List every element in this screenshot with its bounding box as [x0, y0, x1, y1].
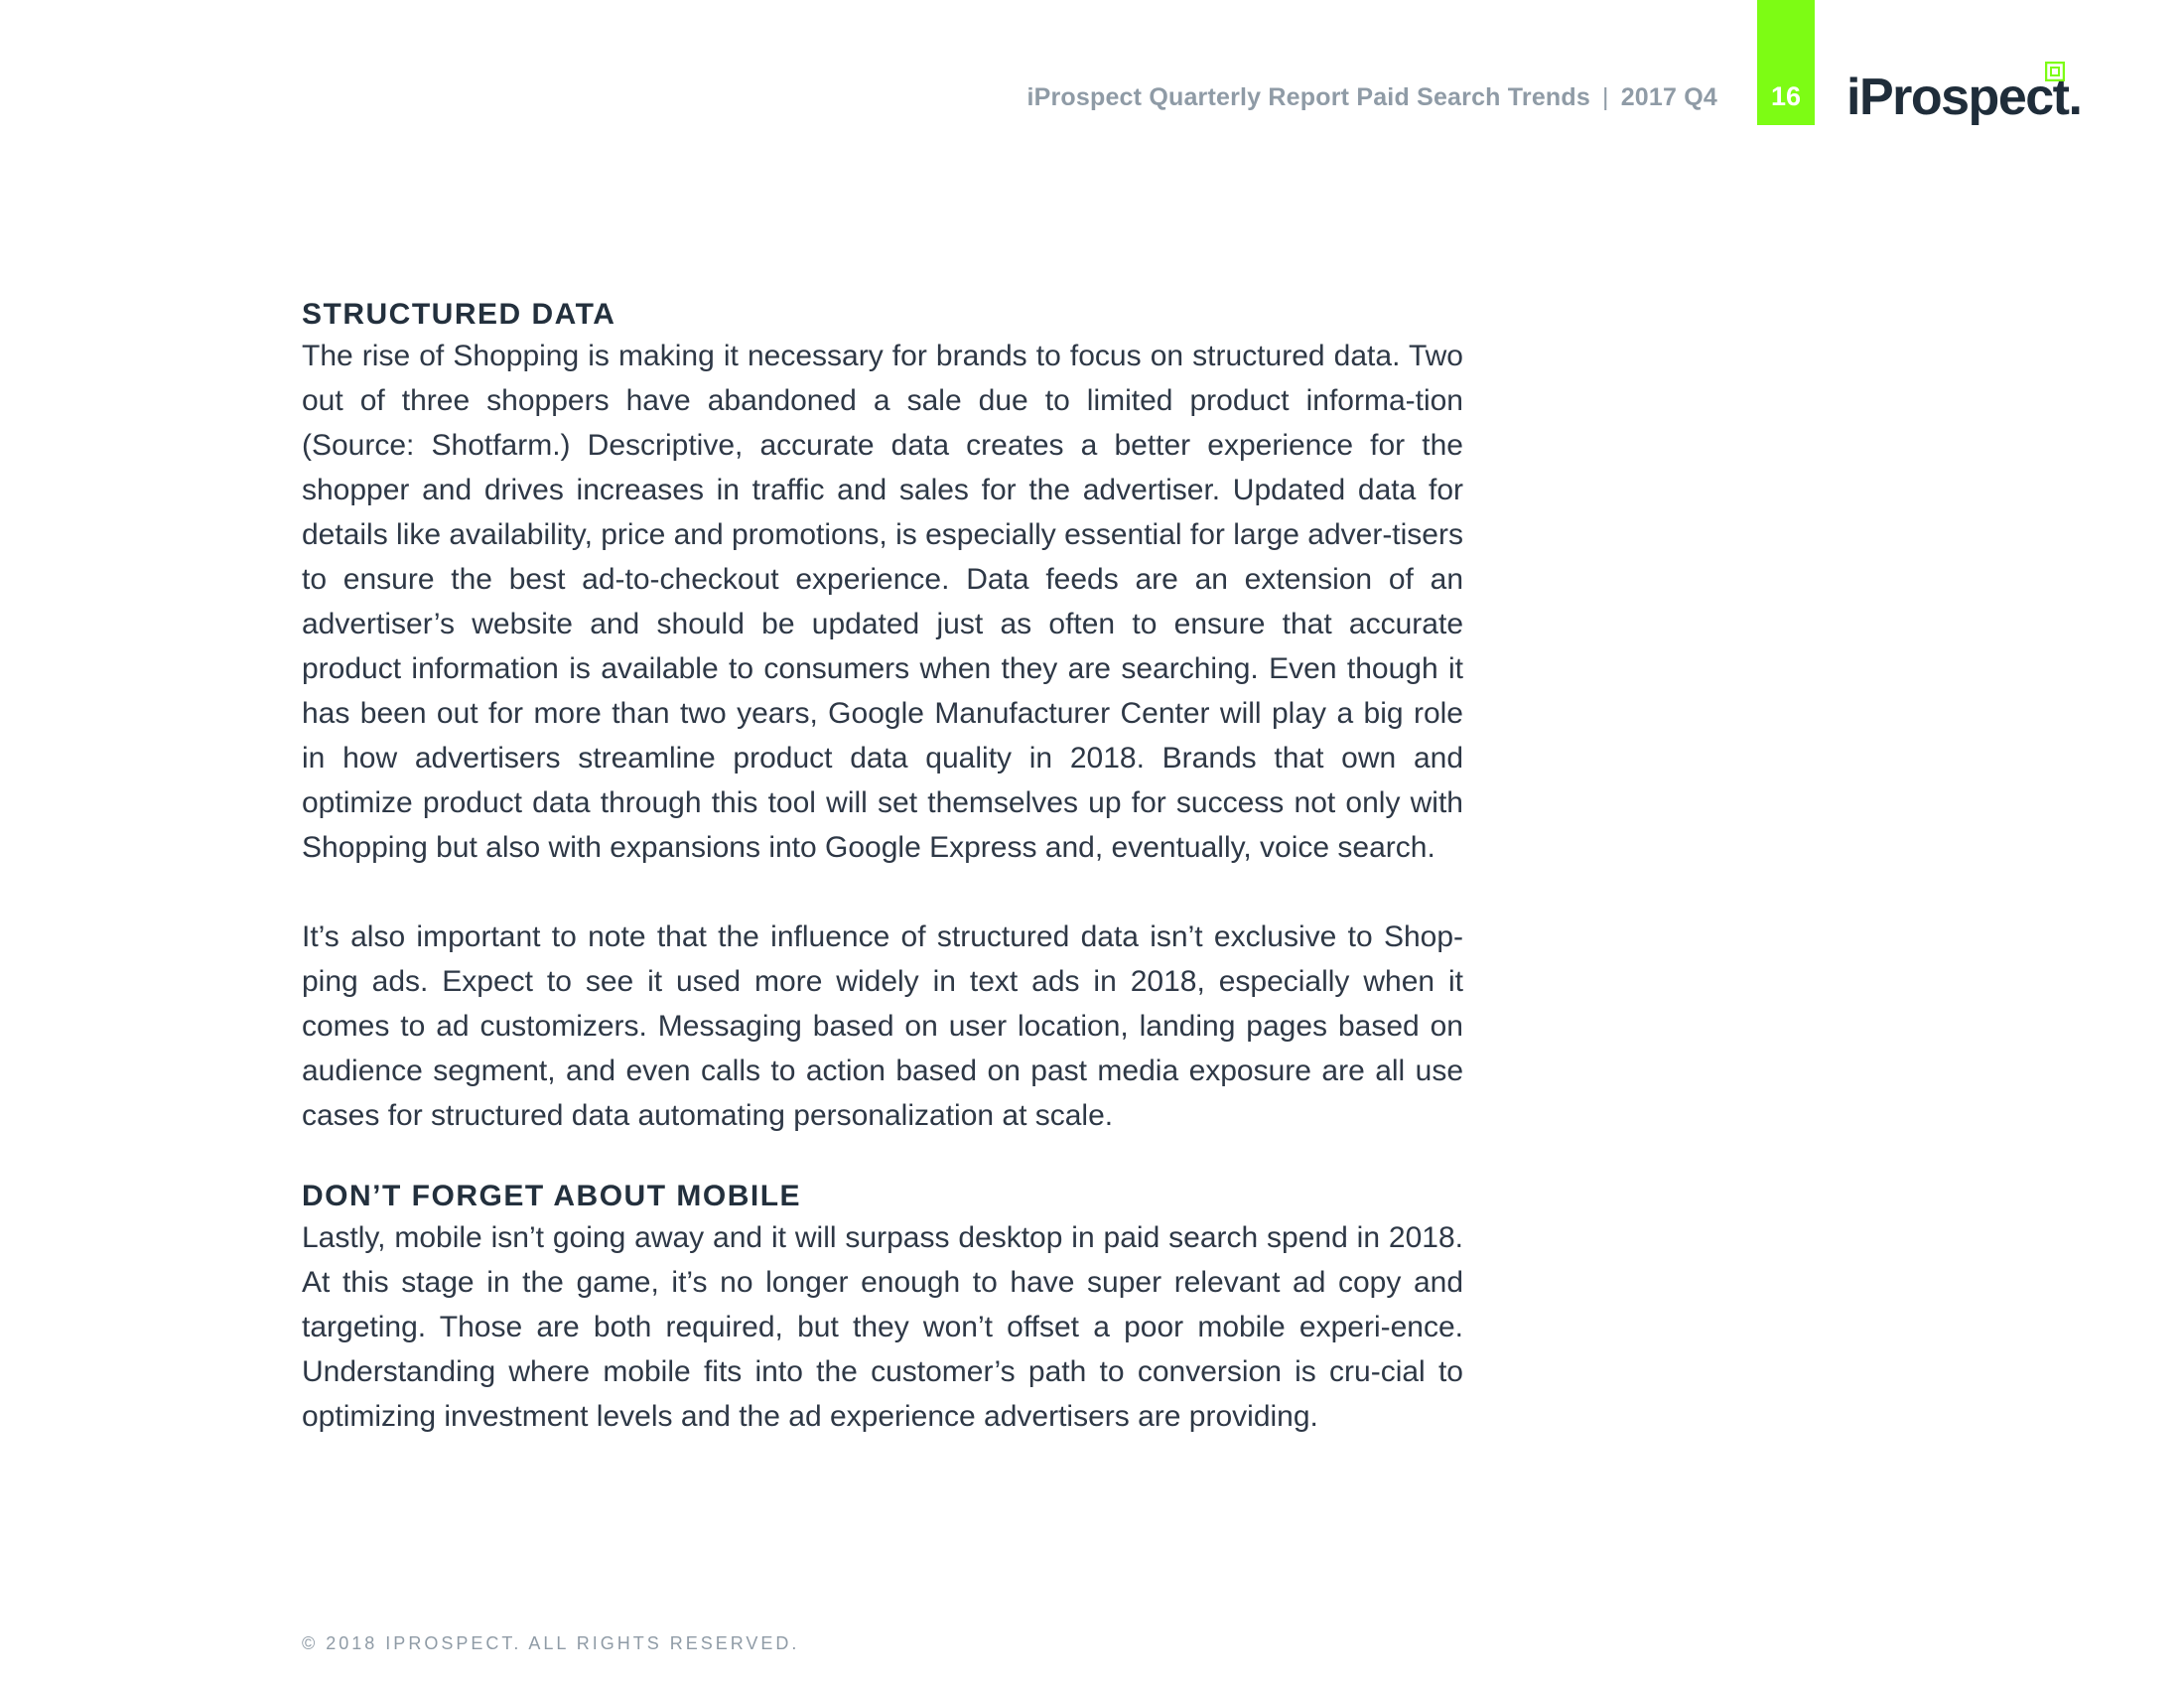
report-header — [1026, 83, 1717, 112]
paragraph-mobile: Lastly, mobile isn’t going away and it will surpass desktop in paid search spend in 2018. At this stage in the game, it’s no longer enough to have super relevant ad copy and targeting. Those are both required, but they won’t offset a poor mobile experi-ence. Understanding where mobile fits into the customer’s path to conversion is cru-cial to optimizing investment levels and the ad experience advertisers are providing. — [302, 1221, 1463, 1433]
heading-mobile: DON’T FORGET ABOUT MOBILE — [302, 1180, 802, 1212]
copyright-footer: © 2018 IPROSPECT. ALL RIGHTS RESERVED. — [302, 1633, 800, 1653]
report-period: 2017 Q4 — [1620, 83, 1717, 111]
heading-structured-data: STRUCTURED DATA — [302, 298, 616, 331]
report-title: iProspect Quarterly Report Paid Search Trends — [1026, 83, 1590, 111]
page-number-tab — [1757, 0, 1815, 125]
paragraph-spacer — [302, 870, 1463, 914]
logo-wordmark: iProspect. — [1846, 69, 2082, 126]
paragraph-structured-data-1: The rise of Shopping is making it necessary for brands to focus on structured data. Two out of three shoppers have abandoned a sale due to limited product informa-tion (Source: Shotfarm.) Descriptive, accurate data creates a better experience for the shopper and drives increases in traffic and sales for the advertiser. Updated data for details like availability, price and promotions, is especially essential for large adver-tisers to ensure the best ad-to-checkout experience. Data feeds are an extension of an advertiser’s website and should be updated just as often to ensure that accurate product information is available to consumers when they are searching. Even though it has been out for more than two years, Google Manufacturer Center will play a big role in how advertisers streamline product data quality in 2018. Brands that own and optimize product data through this tool will set themselves up for success not only with Shopping but also with expansions into Google Express and, eventually, voice search. — [302, 340, 1463, 864]
page-number: 16 — [1770, 81, 1802, 111]
header-separator: | — [1601, 83, 1609, 111]
article-body — [302, 296, 1463, 1439]
logo-mark-icon — [2045, 62, 2065, 81]
iprospect-logo — [1846, 62, 2082, 131]
section-spacer — [302, 1138, 1463, 1178]
paragraph-structured-data-2: It’s also important to note that the influence of structured data isn’t exclusive to Shop-ping ads. Expect to see it used more widely in text ads in 2018, especially when it comes to ad customizers. Messaging based on user location, landing pages based on audience segment, and even calls to action based on past media exposure are all use cases for structured data automating personalization at scale. — [302, 920, 1463, 1132]
